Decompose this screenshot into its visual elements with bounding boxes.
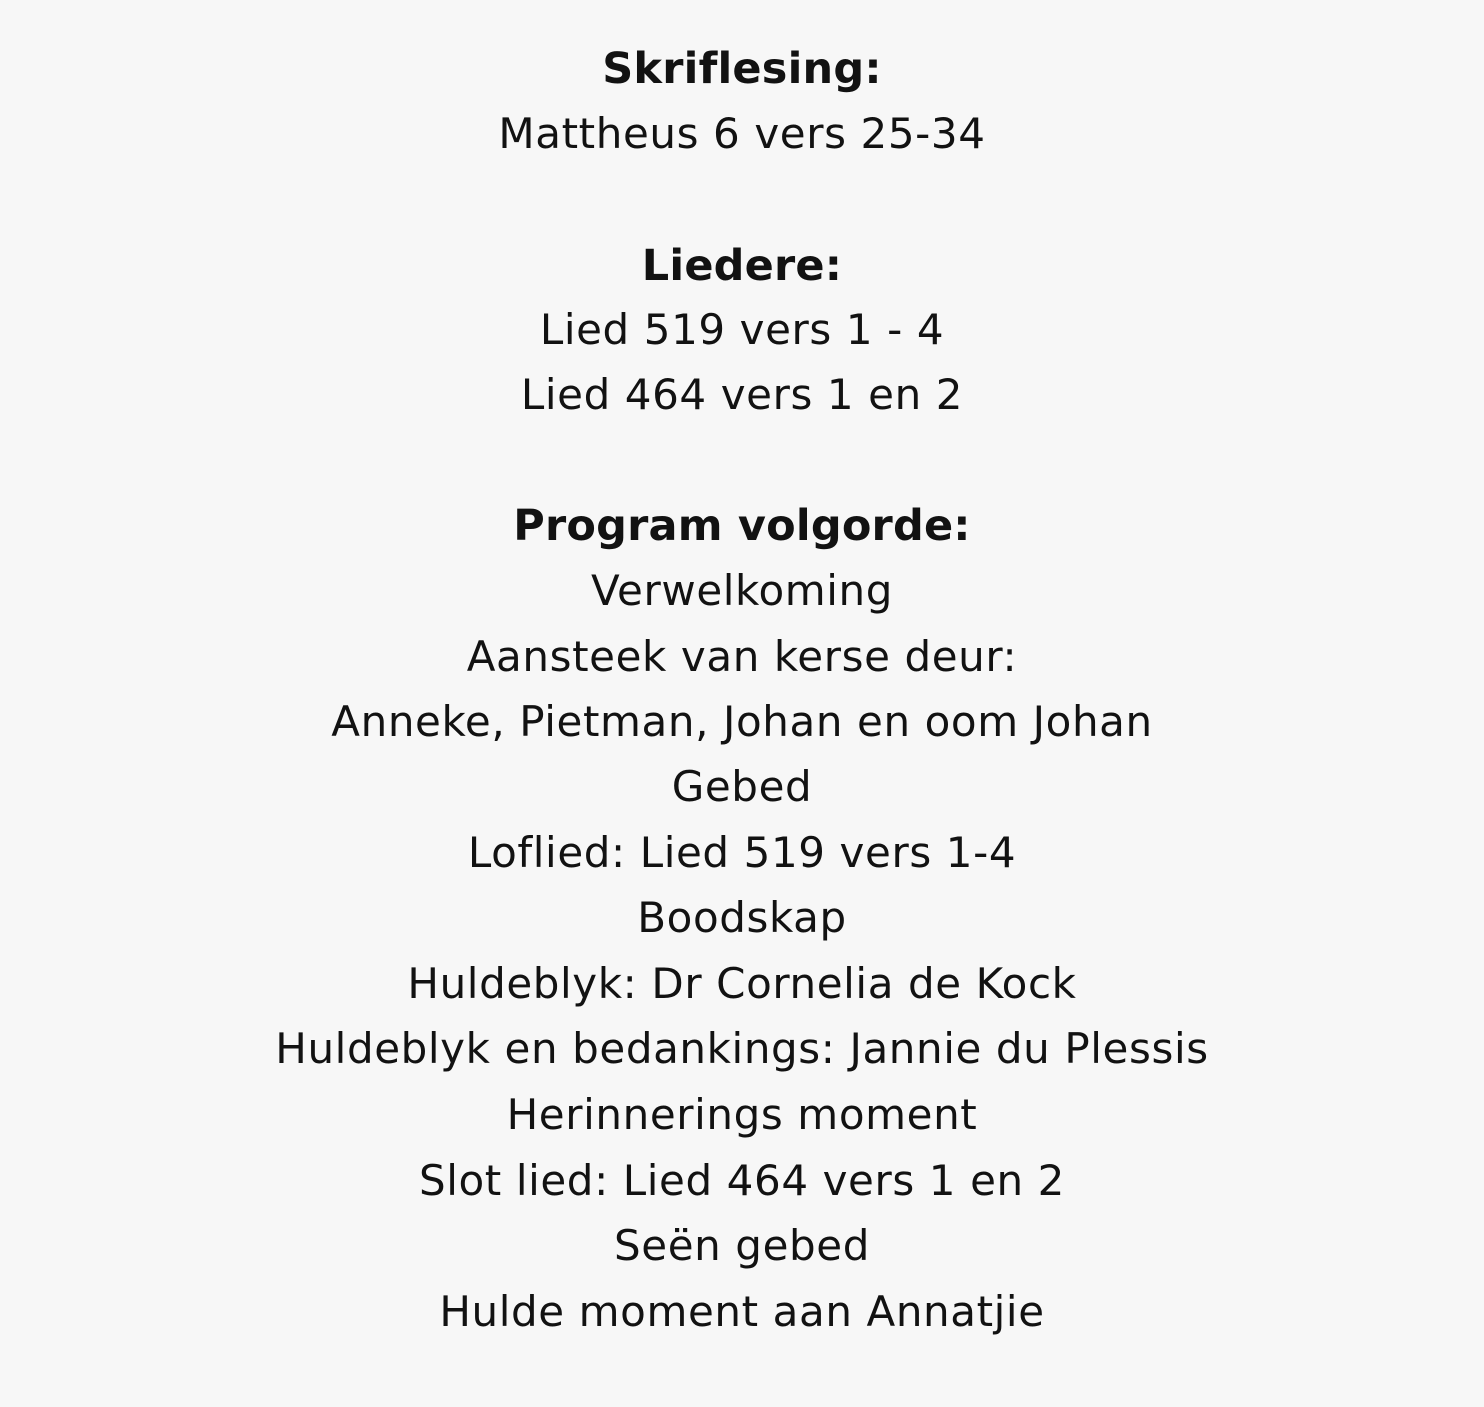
program-item: Huldeblyk en bedankings: Jannie du Plessis xyxy=(275,1024,1209,1073)
program-item: Boodskap xyxy=(637,893,847,942)
program-item: Aansteek van kerse deur: xyxy=(466,632,1018,681)
program-heading: Program volgorde: xyxy=(513,501,971,551)
program-item: Loflied: Lied 519 vers 1-4 xyxy=(467,828,1017,877)
program-item: Herinnerings moment xyxy=(506,1090,978,1139)
hymn-item: Lied 464 vers 1 en 2 xyxy=(520,370,964,419)
scripture-reference: Mattheus 6 vers 25-34 xyxy=(498,109,986,158)
hymn-item: Lied 519 vers 1 - 4 xyxy=(539,305,945,354)
program-item: Verwelkoming xyxy=(590,566,894,615)
liedere-heading: Liedere: xyxy=(641,241,843,291)
program-item: Seën gebed xyxy=(614,1221,870,1270)
program-item: Hulde moment aan Annatjie xyxy=(439,1287,1045,1336)
program-item: Anneke, Pietman, Johan en oom Johan xyxy=(331,697,1153,746)
program-item: Huldeblyk: Dr Cornelia de Kock xyxy=(407,959,1077,1008)
program-item: Gebed xyxy=(671,762,813,811)
program-item: Slot lied: Lied 464 vers 1 en 2 xyxy=(418,1156,1066,1205)
skriflesing-heading: Skriflesing: xyxy=(602,44,882,94)
